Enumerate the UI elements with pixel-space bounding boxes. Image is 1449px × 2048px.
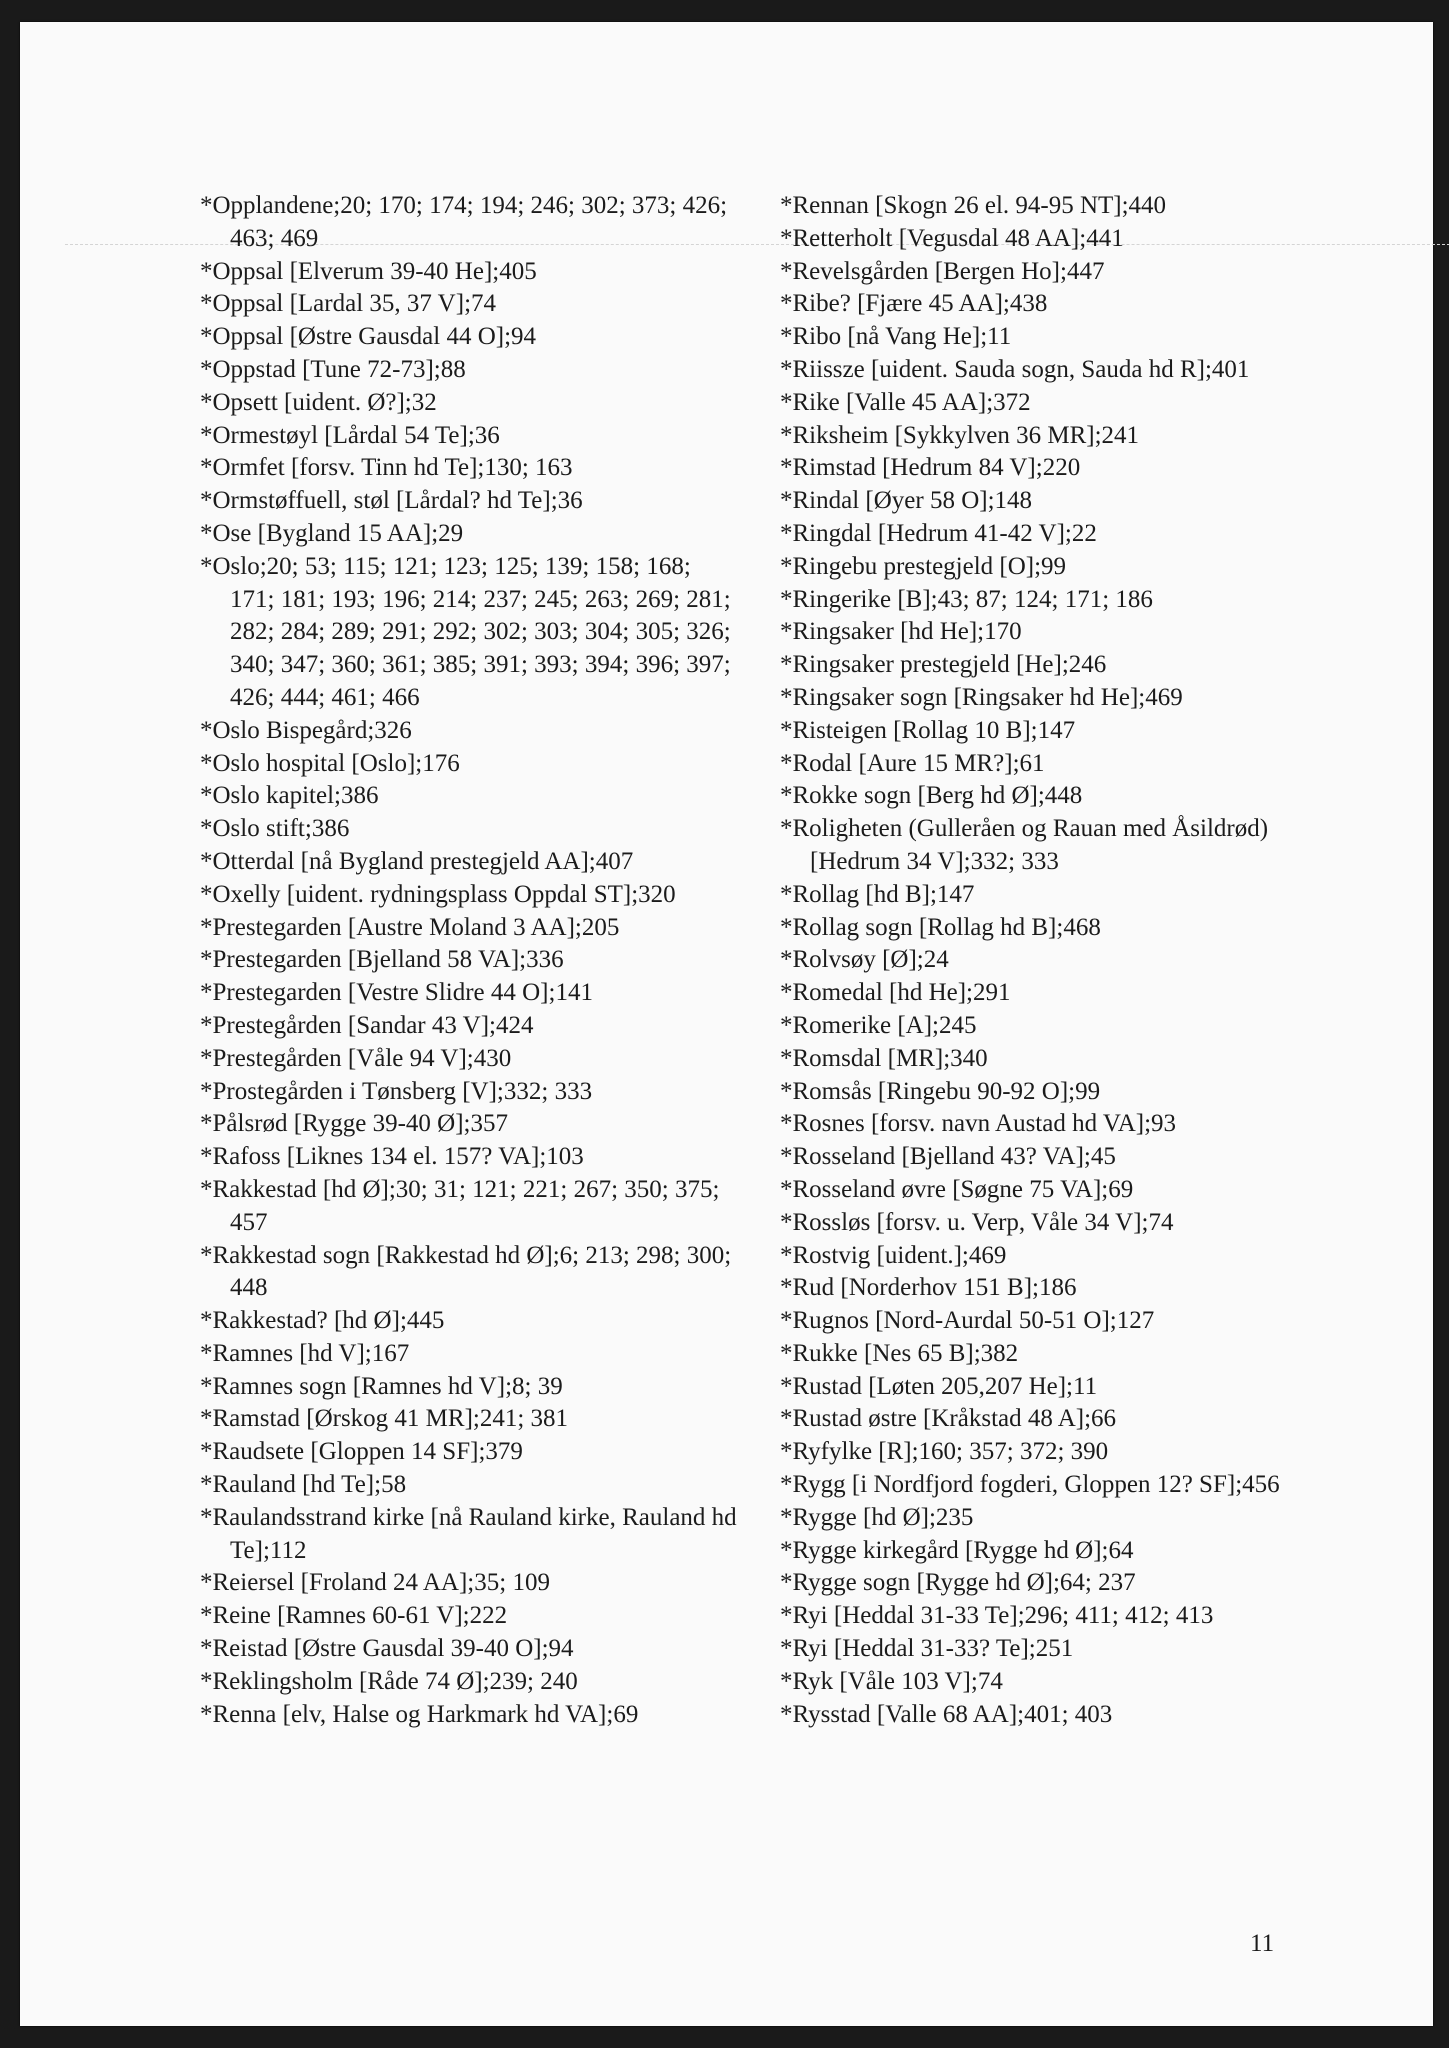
- index-entry: *Rauland [hd Te];58: [200, 1471, 407, 1499]
- index-entry: *Rakkestad? [hd Ø];445: [200, 1307, 445, 1335]
- index-column-right: [780, 190, 1300, 1731]
- index-entry: *Rindal [Øyer 58 O];148: [780, 487, 1033, 515]
- index-entry: *Ribe? [Fjære 45 AA];438: [780, 290, 1048, 318]
- index-entry: *Prestegården [Sandar 43 V];424: [200, 1011, 534, 1039]
- index-entry: *Reine [Ramnes 60-61 V];222: [200, 1602, 508, 1630]
- index-entry: *Prestegården [Våle 94 V];430: [200, 1044, 512, 1072]
- index-entry: *Oslo kapitel;386: [200, 782, 379, 810]
- index-entry: *Rakkestad sogn [Rakkestad hd Ø];6; 213; 298; 300; 448: [200, 1241, 732, 1302]
- index-entry: *Pålsrød [Rygge 39-40 Ø];357: [200, 1110, 508, 1138]
- index-entry: *Reklingsholm [Råde 74 Ø];239; 240: [200, 1667, 578, 1695]
- index-entry: *Renna [elv, Halse og Harkmark hd VA];69: [200, 1700, 639, 1728]
- index-entry: *Ryk [Våle 103 V];74: [780, 1667, 1003, 1695]
- index-column-left: [200, 190, 740, 1731]
- index-entry: *Retterholt [Vegusdal 48 AA];441: [780, 224, 1124, 252]
- index-entry: *Ringerike [B];43; 87; 124; 171; 186: [780, 585, 1153, 613]
- index-entry: *Ormstøffuell, støl [Lårdal? hd Te];36: [200, 487, 583, 515]
- index-entry: *Ormestøyl [Lårdal 54 Te];36: [200, 421, 500, 449]
- index-entry: *Risteigen [Rollag 10 B];147: [780, 716, 1076, 744]
- index-entry: *Rossløs [forsv. u. Verp, Våle 34 V];74: [780, 1208, 1174, 1236]
- index-entry: *Rollag [hd B];147: [780, 880, 975, 908]
- index-entry: *Reiersel [Froland 24 AA];35; 109: [200, 1569, 550, 1597]
- index-entry: *Oslo stift;386: [200, 815, 350, 843]
- index-entry: *Ringdal [Hedrum 41-42 V];22: [780, 519, 1097, 547]
- index-entry: *Ryi [Heddal 31-33 Te];296; 411; 412; 413: [780, 1602, 1214, 1630]
- index-entry: *Revelsgården [Bergen Ho];447: [780, 257, 1105, 285]
- index-entry: *Rosseland øvre [Søgne 75 VA];69: [780, 1175, 1134, 1203]
- index-entry: *Ose [Bygland 15 AA];29: [200, 519, 464, 547]
- index-entry: *Rollag sogn [Rollag hd B];468: [780, 913, 1101, 941]
- index-entry: *Prestegarden [Vestre Slidre 44 O];141: [200, 979, 593, 1007]
- index-entry: *Prostegården i Tønsberg [V];332; 333: [200, 1077, 593, 1105]
- index-entry: *Romerike [A];245: [780, 1011, 977, 1039]
- index-entry: *Ramstad [Ørskog 41 MR];241; 381: [200, 1405, 569, 1433]
- index-entry: *Oslo Bispegård;326: [200, 716, 412, 744]
- index-entry: *Oslo;20; 53; 115; 121; 123; 125; 139; 158; 168; 171; 181; 193; 196; 214; 237; 245; 263; 269; 281; 282; 284; 289; 291; 292; 302; 303; 304; 305; 326; 340; 347; 360; 361; 385; 391; 393; 394; 396; 397; 426; 444; 461; 466: [200, 552, 731, 711]
- index-entry: *Ribo [nå Vang He];11: [780, 323, 1012, 351]
- index-entry: *Rodal [Aure 15 MR?];61: [780, 749, 1045, 777]
- index-entry: *Rygg [i Nordfjord fogderi, Gloppen 12? SF];456: [780, 1471, 1280, 1499]
- index-entry: *Reistad [Østre Gausdal 39-40 O];94: [200, 1635, 574, 1663]
- index-entry: *Ringsaker [hd He];170: [780, 618, 1022, 646]
- page-number: 11: [1250, 1930, 1275, 1957]
- index-entry: *Ringebu prestegjeld [O];99: [780, 552, 1067, 580]
- index-entry: *Otterdal [nå Bygland prestegjeld AA];407: [200, 847, 634, 875]
- index-entry: *Rokke sogn [Berg hd Ø];448: [780, 782, 1083, 810]
- index-entry: *Rakkestad [hd Ø];30; 31; 121; 221; 267; 350; 375; 457: [200, 1175, 720, 1236]
- index-entry: *Rugnos [Nord-Aurdal 50-51 O];127: [780, 1307, 1155, 1335]
- index-entry: *Rike [Valle 45 AA];372: [780, 388, 1031, 416]
- index-entry: *Romedal [hd He];291: [780, 979, 1011, 1007]
- index-entry: *Ryi [Heddal 31-33? Te];251: [780, 1635, 1074, 1663]
- index-entry: *Rygge [hd Ø];235: [780, 1503, 974, 1531]
- index-entry: *Riissze [uident. Sauda sogn, Sauda hd R];401: [780, 355, 1250, 383]
- index-entry: *Rustad østre [Kråkstad 48 A];66: [780, 1405, 1117, 1433]
- index-entry: *Ringsaker sogn [Ringsaker hd He];469: [780, 683, 1183, 711]
- index-entry: *Opplandene;20; 170; 174; 194; 246; 302; 373; 426; 463; 469: [200, 192, 728, 252]
- index-entry: *Ringsaker prestegjeld [He];246: [780, 651, 1107, 679]
- index-entry: *Romsdal [MR];340: [780, 1044, 988, 1072]
- index-entry: *Roligheten (Gulleråen og Rauan med Åsildrød) [Hedrum 34 V];332; 333: [780, 815, 1269, 875]
- index-entry: *Rukke [Nes 65 B];382: [780, 1339, 1019, 1367]
- index-entry: *Oppstad [Tune 72-73];88: [200, 355, 466, 383]
- index-entry: *Rysstad [Valle 68 AA];401; 403: [780, 1700, 1113, 1728]
- index-entry: *Oppsal [Østre Gausdal 44 O];94: [200, 323, 537, 351]
- index-entry: *Prestegarden [Austre Moland 3 AA];205: [200, 913, 620, 941]
- index-entry: *Oppsal [Lardal 35, 37 V];74: [200, 290, 497, 318]
- index-entry: *Opsett [uident. Ø?];32: [200, 388, 437, 416]
- index-entry: *Rennan [Skogn 26 el. 94-95 NT];440: [780, 192, 1167, 219]
- index-entry: *Ramnes [hd V];167: [200, 1339, 410, 1367]
- index-entry: *Romsås [Ringebu 90-92 O];99: [780, 1077, 1101, 1105]
- index-entry: *Rolvsøy [Ø];24: [780, 946, 949, 974]
- index-entry: *Prestegarden [Bjelland 58 VA];336: [200, 946, 564, 974]
- index-entry: *Rosseland [Bjelland 43? VA];45: [780, 1143, 1116, 1171]
- index-entry: *Raudsete [Gloppen 14 SF];379: [200, 1438, 523, 1466]
- index-entry: *Rygge sogn [Rygge hd Ø];64; 237: [780, 1569, 1136, 1597]
- index-entry: *Oslo hospital [Oslo];176: [200, 749, 460, 777]
- index-entry: *Raulandsstrand kirke [nå Rauland kirke, Rauland hd Te];112: [200, 1503, 737, 1564]
- index-entry: *Rosnes [forsv. navn Austad hd VA];93: [780, 1110, 1177, 1138]
- index-entry: *Rafoss [Liknes 134 el. 157? VA];103: [200, 1143, 584, 1171]
- index-entry: *Rustad [Løten 205,207 He];11: [780, 1372, 1098, 1400]
- index-entry: *Ryfylke [R];160; 357; 372; 390: [780, 1438, 1109, 1466]
- index-entry: *Oppsal [Elverum 39-40 He];405: [200, 257, 537, 285]
- document-page: [20, 22, 1433, 2026]
- index-entry: *Riksheim [Sykkylven 36 MR];241: [780, 421, 1140, 449]
- index-entry: *Rostvig [uident.];469: [780, 1241, 1007, 1269]
- index-entry: *Ormfet [forsv. Tinn hd Te];130; 163: [200, 454, 573, 482]
- index-entry: *Ramnes sogn [Ramnes hd V];8; 39: [200, 1372, 563, 1400]
- index-entry: *Rygge kirkegård [Rygge hd Ø];64: [780, 1536, 1134, 1564]
- index-entry: *Oxelly [uident. rydningsplass Oppdal ST];320: [200, 880, 676, 908]
- index-entry: *Rimstad [Hedrum 84 V];220: [780, 454, 1081, 482]
- index-entry: *Rud [Norderhov 151 B];186: [780, 1274, 1077, 1302]
